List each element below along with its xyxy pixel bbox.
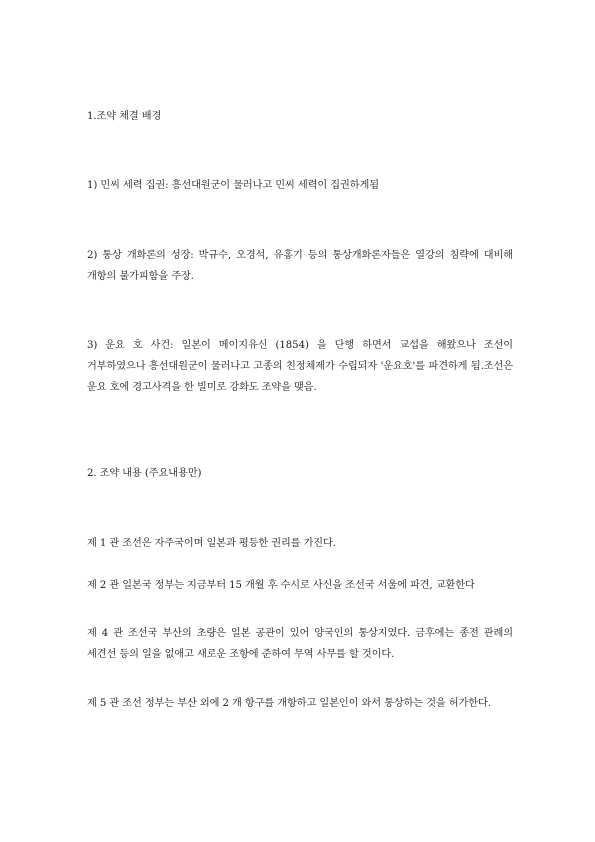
article-1: 제 1 관 조선은 자주국이며 일본과 평등한 권리를 가진다. [87, 538, 336, 549]
section-heading-treaty-content: 2. 조약 내용 (주요내용만) [87, 468, 202, 479]
article-5: 제 5 관 조선 정부는 부산 외에 2 개 항구를 개항하고 일본인이 와서 통상하는 것을 허가한다. [87, 698, 491, 709]
section-heading-background: 1.조약 체결 배경 [87, 111, 162, 122]
item-min-clan-power: 1) 민씨 세력 집권: 흥선대원군이 물러나고 민씨 세력이 집권하게됨 [87, 180, 379, 191]
item-trade-enlightenment: 2) 통상 개화론의 성장: 박규수, 오경석, 유홍기 등의 통상개화론자들은 열강의 침략에 대비해 개항의 불가피함을 주장. [87, 250, 513, 282]
article-4: 제 4 관 조선국 부산의 초량은 일본 공관이 있어 양국인의 통상지였다. 금후에는 종전 관례의 세견선 등의 일을 없애고 새로운 조항에 준하여 무역 사무를 할 것이다. [87, 628, 513, 660]
item-unyo-incident: 3) 운요 호 사건: 일본이 메이지유신 (1854) 을 단행 하면서 교섭을 해왔으나 조선이 거부하였으나 흥선대원군이 물러나고 고종의 친정체제가 수립되자 '운요호'를 파견하게 됨.조선은 운요 호에 경고사격을 한 빌미로 강화도 조약을 맺음. [87, 340, 513, 393]
article-2: 제 2 관 일본국 정부는 지금부터 15 개월 후 수시로 사신을 조선국 서울에 파견, 교환한다 [87, 580, 475, 591]
